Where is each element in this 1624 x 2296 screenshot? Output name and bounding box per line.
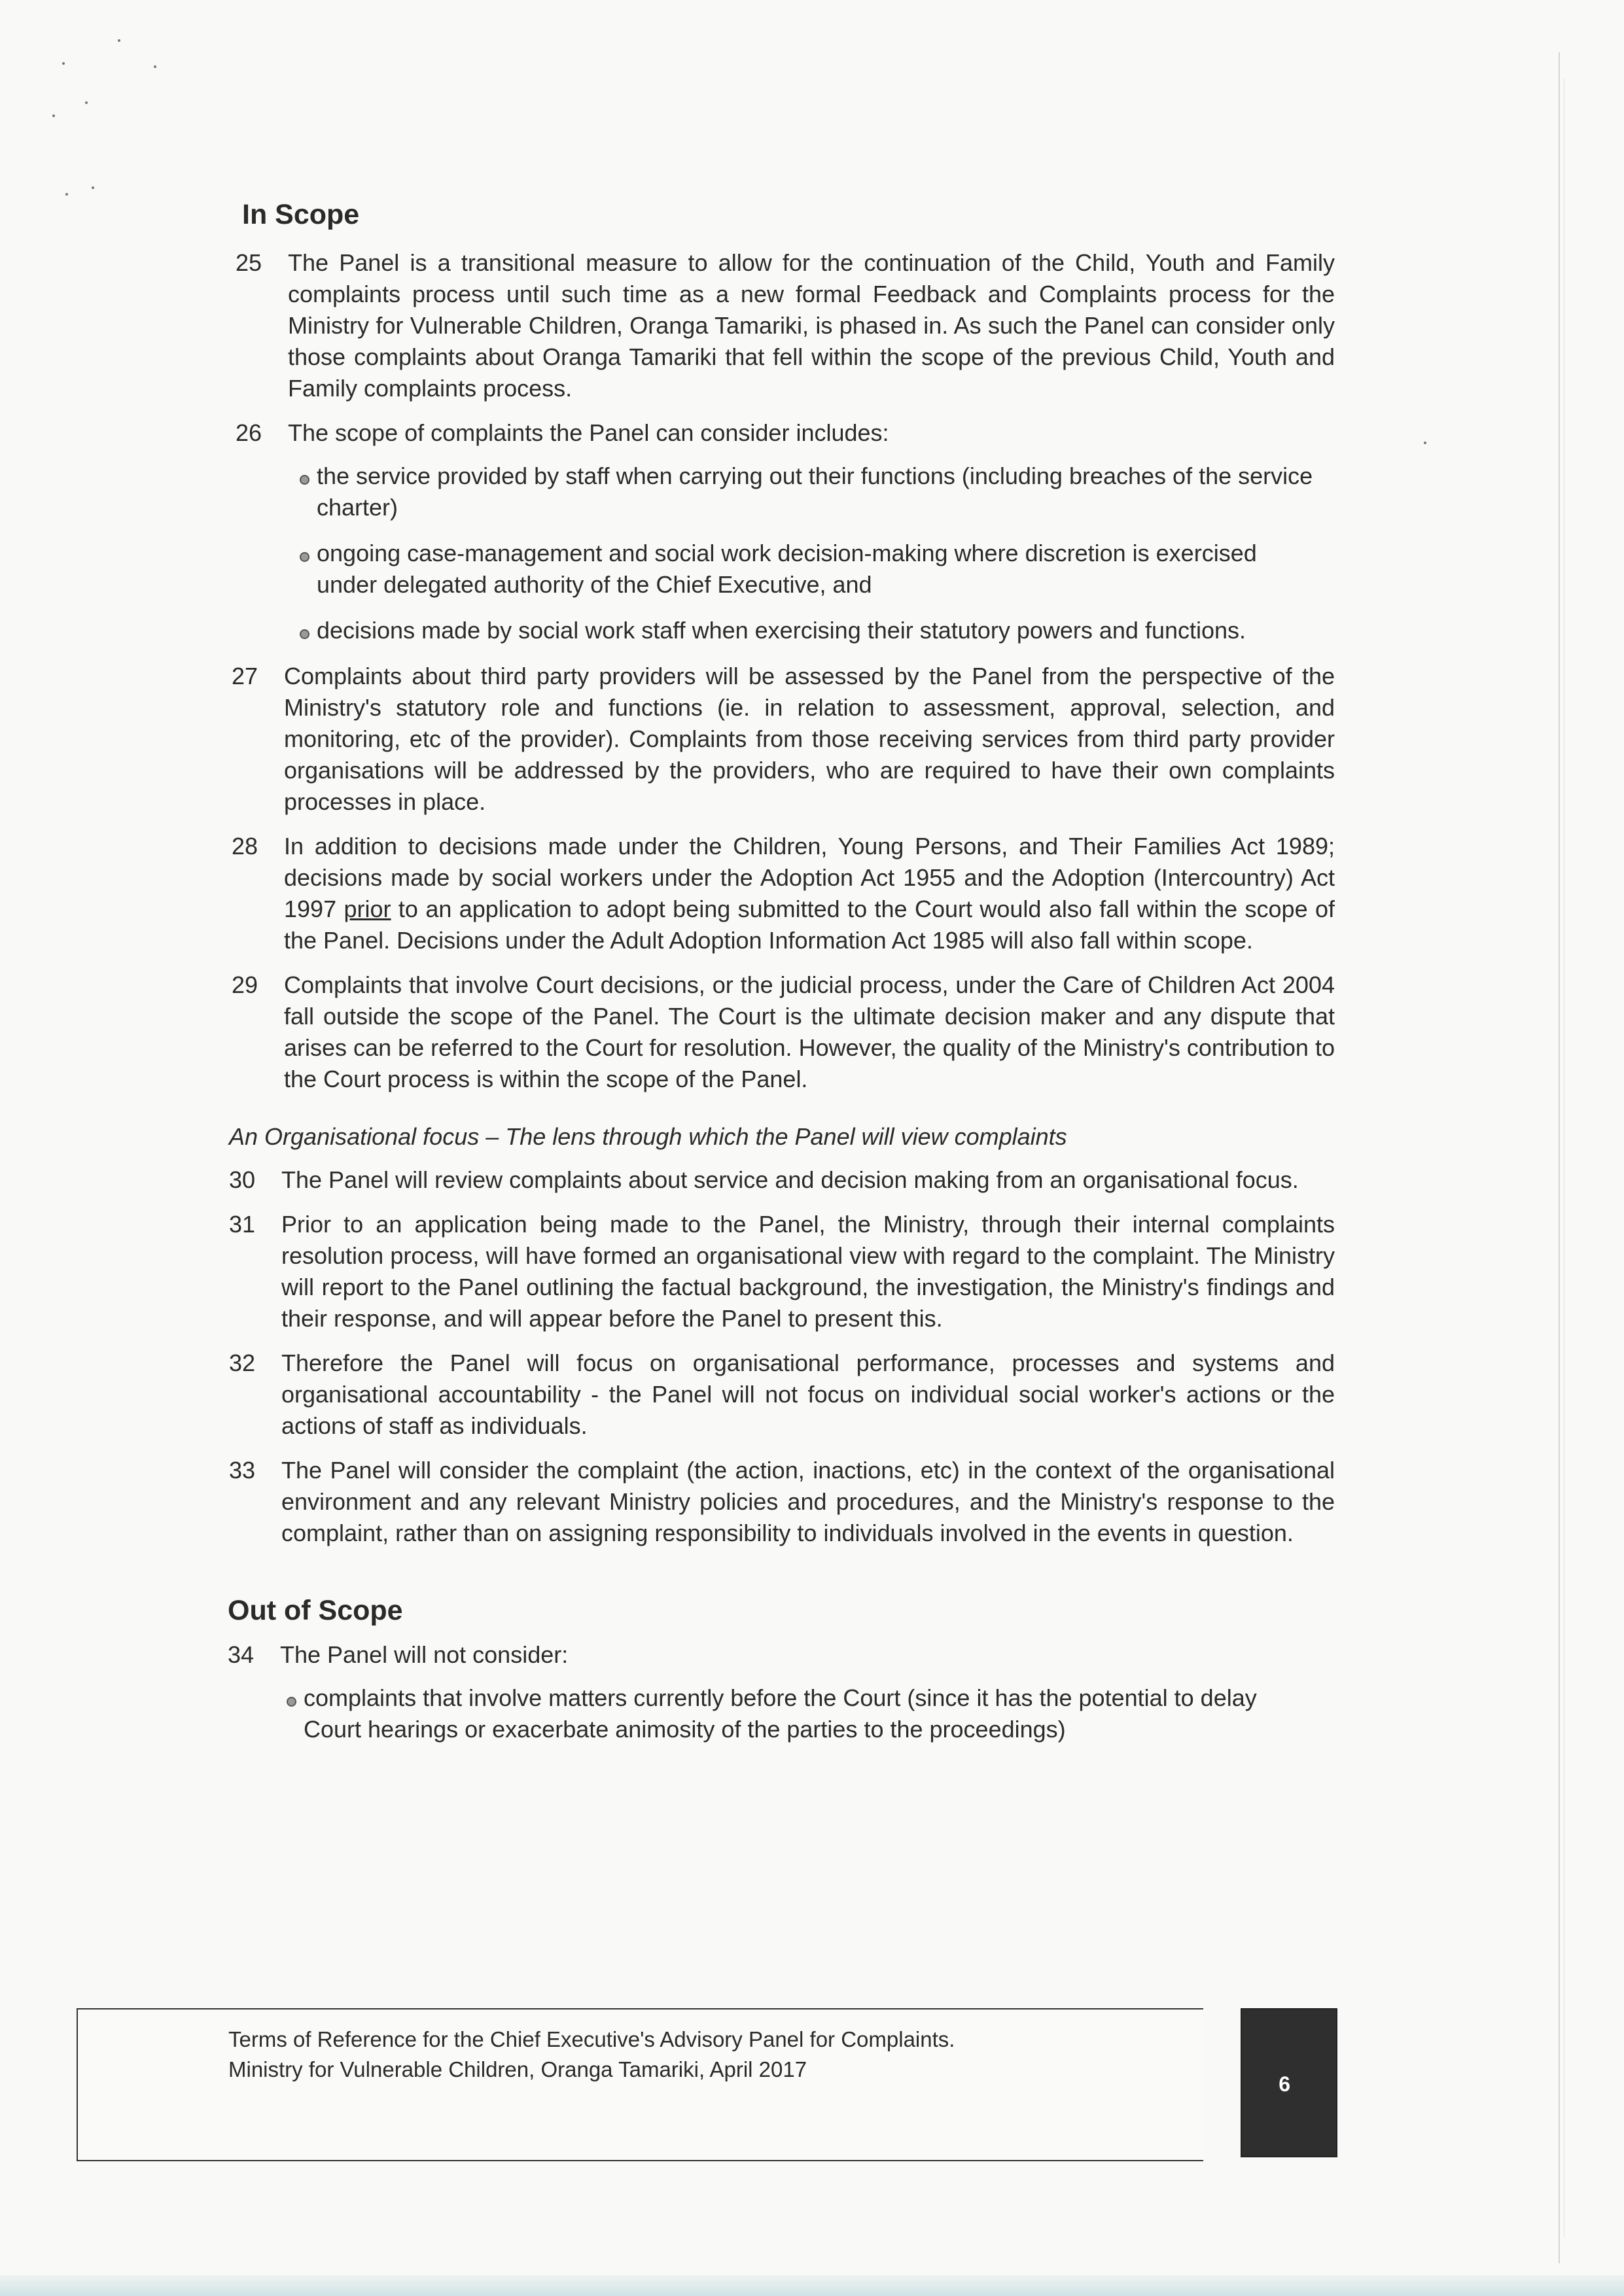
scan-bottom-shade	[0, 2275, 1624, 2296]
paragraph-number: 33	[229, 1457, 256, 1484]
paragraph-text: The Panel will consider the complaint (the action, inactions, etc) in the context of the organisational environment and any relevant Ministry policies and procedures, and the Ministry's response to the complaint, rather than on assigning responsibility to individuals involved in the events in question.	[281, 1457, 1335, 1546]
paragraph-30	[229, 1164, 1335, 1196]
paragraph-number: 29	[232, 971, 258, 998]
footer-box	[77, 2008, 1203, 2161]
paragraph-text-part: to an application to adopt being submitted to the Court would also fall within the scope of the Panel. Decisions under the Adult Adoption Information Act 1985 will also fall within scope.	[284, 896, 1335, 954]
paragraph-text-part: In addition to decisions made under the Children, Young Persons, and Their Families Act 1989; decisions made by social workers under the Adoption Act 1955 and the Adoption (Intercountry) Act 1997	[284, 833, 1335, 922]
list-item-text: complaints that involve matters currently before the Court (since it has the potential to delay Court hearings or exacerbate animosity of the parties to the proceedings)	[304, 1684, 1257, 1743]
paragraph-number: 31	[229, 1211, 256, 1238]
list-item	[236, 615, 1335, 646]
paragraph-28	[232, 831, 1335, 956]
list-item-text: decisions made by social work staff when exercising their statutory powers and functions.	[317, 617, 1246, 644]
page-number-tab	[1241, 2008, 1337, 2157]
section-heading-in-scope: In Scope	[242, 199, 360, 230]
bullet-icon	[236, 615, 317, 646]
scan-speck	[154, 65, 156, 68]
paragraph-31	[229, 1209, 1335, 1334]
paragraph-29	[232, 969, 1335, 1095]
underlined-word: prior	[344, 896, 391, 922]
paragraph-text: Therefore the Panel will focus on organisational performance, processes and systems and organisational accountability - the Panel will not focus on individual social worker's actions or the actions of staff as individuals.	[281, 1349, 1335, 1439]
paragraph-number: 30	[229, 1166, 256, 1193]
paragraph-text: The Panel will review complaints about service and decision making from an organisational focus.	[281, 1166, 1299, 1193]
bullet-list-34	[222, 1682, 1335, 1745]
page-number: 6	[1279, 2072, 1290, 2096]
scan-speck	[85, 101, 88, 104]
paragraph-32	[229, 1348, 1335, 1442]
paragraph-text: Complaints about third party providers will be assessed by the Panel from the perspective of the Ministry's statutory role and functions (ie. in relation to assessment, approval, selection, and monitoring, etc of the provider). Complaints from those receiving services from third party provider organisations will be addressed by the providers, who are required to have their own complaints processes in place.	[284, 663, 1335, 815]
bullet-icon	[222, 1682, 304, 1745]
footer-subtitle: Ministry for Vulnerable Children, Oranga Tamariki, April 2017	[228, 2057, 807, 2081]
paragraph-number: 34	[228, 1641, 255, 1668]
scan-speck	[1424, 442, 1426, 444]
scan-speck	[52, 114, 55, 117]
footer-title: Terms of Reference for the Chief Executive's Advisory Panel for Complaints.	[228, 2027, 955, 2051]
paragraph-text: Prior to an application being made to the Panel, the Ministry, through their internal complaints resolution process, will have formed an organisational view with regard to the complaint. The Ministry will report to the Panel outlining the factual background, the investigation, the Ministry's findings and their response, and will appear before the Panel to present this.	[281, 1211, 1335, 1332]
page-edge	[1559, 52, 1560, 2263]
scan-speck	[118, 39, 120, 42]
bullet-list-26	[236, 461, 1335, 646]
paragraph-text: The scope of complaints the Panel can consider includes:	[288, 419, 889, 446]
paragraph-text: Complaints that involve Court decisions, or the judicial process, under the Care of Children Act 2004 fall outside the scope of the Panel. The Court is the ultimate decision maker and any dispute that arises can be referred to the Court for resolution. However, the quality of the Ministry's contribution to the Court process is within the scope of the Panel.	[284, 971, 1335, 1092]
scan-speck	[62, 62, 65, 65]
paragraph-27	[232, 661, 1335, 818]
paragraph-26	[236, 417, 1335, 449]
document-body	[222, 196, 1335, 1760]
paragraph-number: 27	[232, 663, 258, 689]
paragraph-text	[284, 831, 1335, 956]
paragraph-text: The Panel is a transitional measure to allow for the continuation of the Child, Youth and Family complaints process until such time as a new formal Feedback and Complaints process for the Ministry for Vulnerable Children, Oranga Tamariki, is phased in. As such the Panel can consider only those complaints about Oranga Tamariki that fell within the scope of the previous Child, Youth and Family complaints process.	[288, 249, 1335, 402]
list-item	[236, 538, 1335, 600]
bullet-icon	[236, 538, 317, 600]
scan-speck	[92, 186, 94, 189]
paragraph-number: 32	[229, 1349, 256, 1376]
subheading-organisational-focus: An Organisational focus – The lens through which the Panel will view complaints	[229, 1123, 1067, 1150]
list-item-text: the service provided by staff when carrying out their functions (including breaches of the service charter)	[317, 462, 1313, 521]
list-item-text: ongoing case-management and social work decision-making where discretion is exercised under delegated authority of the Chief Executive, and	[317, 540, 1257, 598]
bullet-icon	[236, 461, 317, 523]
paragraph-34	[228, 1639, 1335, 1671]
list-item	[222, 1682, 1335, 1745]
list-item	[236, 461, 1335, 523]
section-heading-out-of-scope: Out of Scope	[228, 1595, 403, 1626]
paragraph-25	[236, 247, 1335, 404]
paragraph-number: 25	[236, 249, 262, 276]
paragraph-number: 26	[236, 419, 262, 446]
scan-speck	[65, 193, 68, 196]
paragraph-33	[229, 1455, 1335, 1549]
paragraph-number: 28	[232, 833, 258, 860]
paragraph-text: The Panel will not consider:	[280, 1641, 569, 1668]
